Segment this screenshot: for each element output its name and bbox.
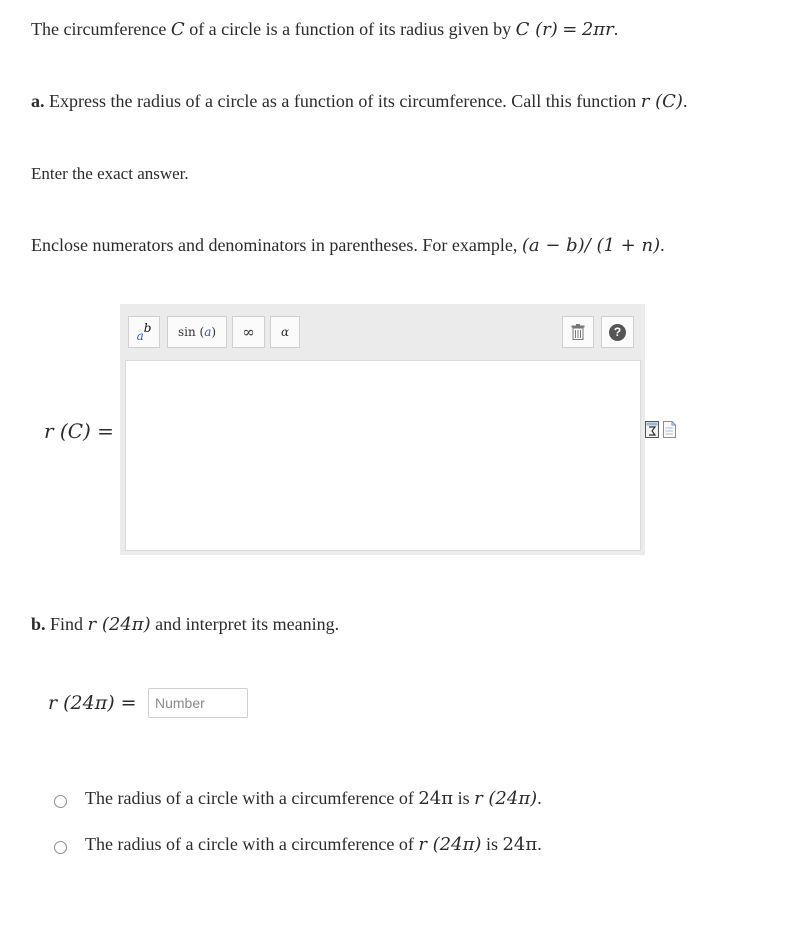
- document-icon[interactable]: [663, 421, 676, 438]
- instruction-text: Enclose numerators and denominators in parentheses. For example,: [31, 235, 518, 255]
- sin-arg: a: [204, 325, 212, 339]
- equation-preview-icon[interactable]: [645, 421, 660, 438]
- option-2[interactable]: [54, 834, 542, 856]
- intro-text-mid: of a circle is a function of its radius given by: [189, 19, 512, 39]
- answer-b-label: r (24π) =: [48, 692, 137, 714]
- part-a-question: [31, 91, 687, 112]
- part-b-text-after: and interpret its meaning.: [155, 614, 340, 634]
- exact-answer-instruction: Enter the exact answer.: [31, 164, 189, 183]
- option-math: r (24π): [474, 788, 538, 809]
- option-math: 24π: [502, 834, 538, 855]
- option-math: 24π: [418, 788, 454, 809]
- power-exp: b: [143, 321, 152, 335]
- sin-label: sin: [177, 325, 196, 339]
- intro-formula-lhs: C (r): [515, 19, 558, 40]
- option-text: is: [485, 834, 498, 854]
- option-math: r (24π): [418, 834, 482, 855]
- help-button[interactable]: [601, 316, 634, 348]
- part-b-label: b.: [31, 614, 46, 634]
- part-b-question: [31, 614, 339, 635]
- part-b-text: Find: [50, 614, 84, 634]
- greek-alpha-button[interactable]: α: [270, 316, 300, 348]
- radio-button[interactable]: [54, 795, 67, 808]
- part-a-label: a.: [31, 91, 45, 111]
- editor-side-icons: [645, 421, 676, 438]
- option-1[interactable]: [54, 788, 542, 810]
- intro-var-c: C: [170, 19, 185, 40]
- trash-button[interactable]: [562, 316, 594, 348]
- equation-editor: [120, 304, 645, 555]
- radio-button[interactable]: [54, 841, 67, 854]
- option-period: .: [537, 834, 542, 854]
- help-icon: ?: [609, 324, 626, 341]
- math-input-area[interactable]: [125, 360, 641, 551]
- part-a-func: r (C): [640, 91, 683, 112]
- editor-label: r (C) =: [44, 419, 114, 443]
- infinity-button[interactable]: ∞: [232, 316, 265, 348]
- option-text: is: [457, 788, 470, 808]
- sin-function-button[interactable]: sin ( a ): [167, 316, 227, 348]
- intro-statement: [31, 19, 618, 40]
- number-input[interactable]: [148, 688, 248, 718]
- part-b-expr: r (24π): [87, 614, 151, 635]
- power-button[interactable]: [128, 316, 160, 348]
- instruction-period: .: [660, 235, 665, 255]
- parentheses-instruction: [31, 235, 665, 256]
- editor-toolbar: [120, 304, 645, 356]
- option-text: The radius of a circle with a circumference of: [85, 788, 414, 808]
- trash-icon: [571, 324, 585, 340]
- part-a-period: .: [682, 91, 688, 111]
- intro-formula-eq: =: [562, 19, 578, 40]
- instruction-example: (a − b)/ (1 + n): [521, 235, 661, 256]
- part-a-text: Express the radius of a circle as a function of its circumference. Call this function: [49, 91, 637, 111]
- option-2-text: [85, 834, 542, 855]
- option-period: .: [537, 788, 542, 808]
- intro-period: .: [613, 19, 619, 39]
- option-1-text: [85, 788, 542, 809]
- option-text: The radius of a circle with a circumference of: [85, 834, 414, 854]
- intro-formula-rhs: 2πr: [581, 19, 614, 40]
- power-base: a: [136, 329, 144, 343]
- intro-text: The circumference: [31, 19, 167, 39]
